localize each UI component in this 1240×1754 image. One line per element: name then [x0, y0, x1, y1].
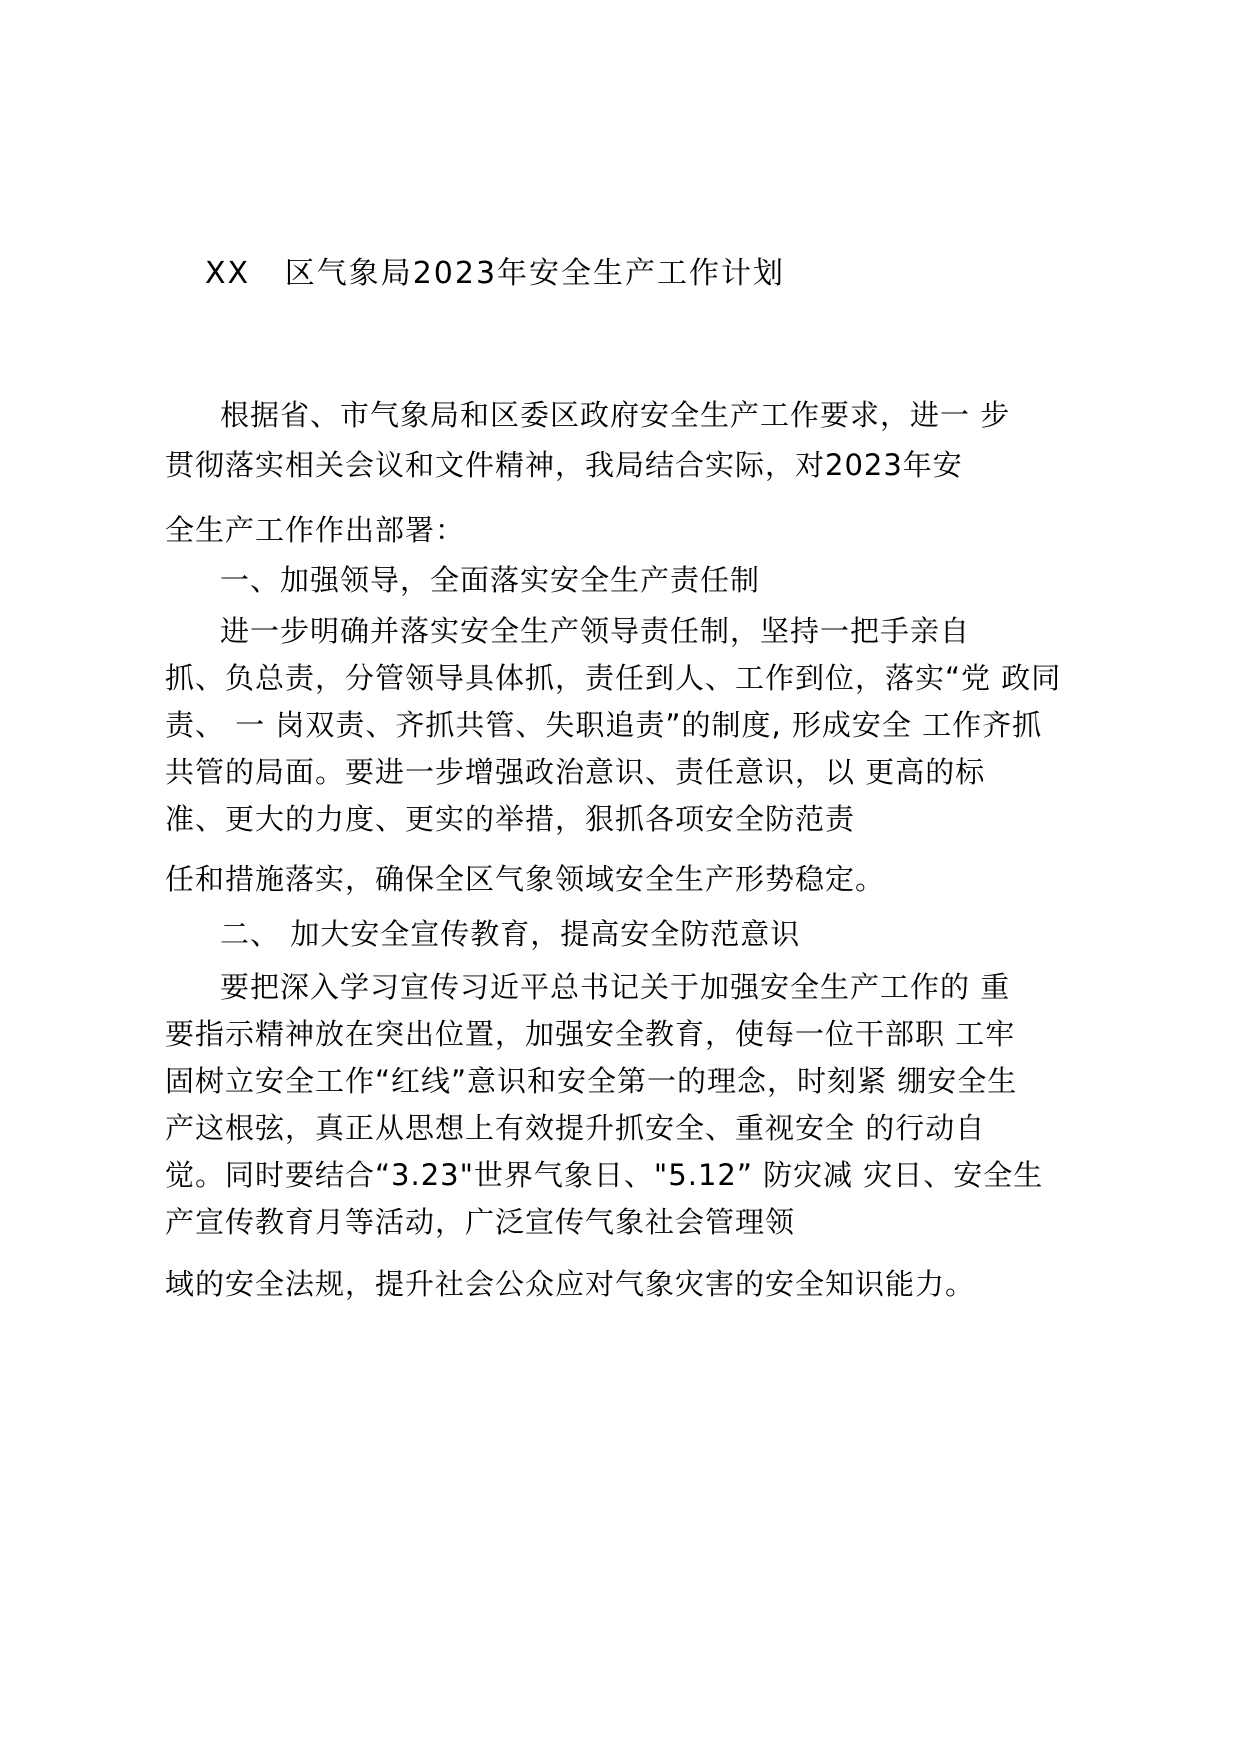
section-2-line-1: 要把深入学习宣传习近平总书记关于加强安全生产工作的 重 [220, 970, 1011, 1004]
section-1-heading: 一、加强领导，全面落实安全生产责任制 [220, 563, 761, 597]
intro-line-1: 根据省、市气象局和区委区政府安全生产工作要求，进一 步 [220, 398, 1011, 432]
intro-line-3: 全生产工作作出部署： [165, 513, 466, 547]
section-1-line-6: 任和措施落实，确保全区气象领域安全生产形势稳定。 [165, 862, 886, 896]
section-1-line-5: 准、更大的力度、更实的举措，狠抓各项安全防范责 [165, 802, 856, 836]
section-2-line-7: 域的安全法规，提升社会公众应对气象灾害的安全知识能力。 [165, 1267, 976, 1301]
section-1-line-3: 责、 一 岗双责、齐抓共管、失职追责”的制度, 形成安全 工作齐抓 [165, 708, 1043, 742]
section-1-line-1: 进一步明确并落实安全生产领导责任制，坚持一把手亲自 [220, 614, 971, 648]
section-2-line-4: 产这根弦，真正从思想上有效提升抓安全、重视安全 的行动自 [165, 1111, 986, 1145]
section-2-line-3: 固树立安全工作“红线”意识和安全第一的理念，时刻紧 绷安全生 [165, 1064, 1018, 1098]
section-1-line-2: 抓、负总责，分管领导具体抓，责任到人、工作到位，落实“党 政同 [165, 661, 1062, 695]
section-2-heading: 二、 加大安全宣传教育，提高安全防范意识 [220, 917, 801, 951]
intro-line-2: 贯彻落实相关会议和文件精神，我局结合实际，对2023年安 [165, 448, 963, 482]
section-1-line-4: 共管的局面。要进一步增强政治意识、责任意识，以 更高的标 [165, 755, 986, 789]
section-2-line-2: 要指示精神放在突出位置，加强安全教育，使每一位干部职 工牢 [165, 1017, 1016, 1051]
document-title: XX 区气象局2023年安全生产工作计划 [205, 256, 786, 291]
section-2-line-5: 觉。同时要结合“3.23"世界气象日、"5.12” 防灾减 灾日、安全生 [165, 1158, 1044, 1192]
section-2-line-6: 产宣传教育月等活动，广泛宣传气象社会管理领 [165, 1205, 796, 1239]
